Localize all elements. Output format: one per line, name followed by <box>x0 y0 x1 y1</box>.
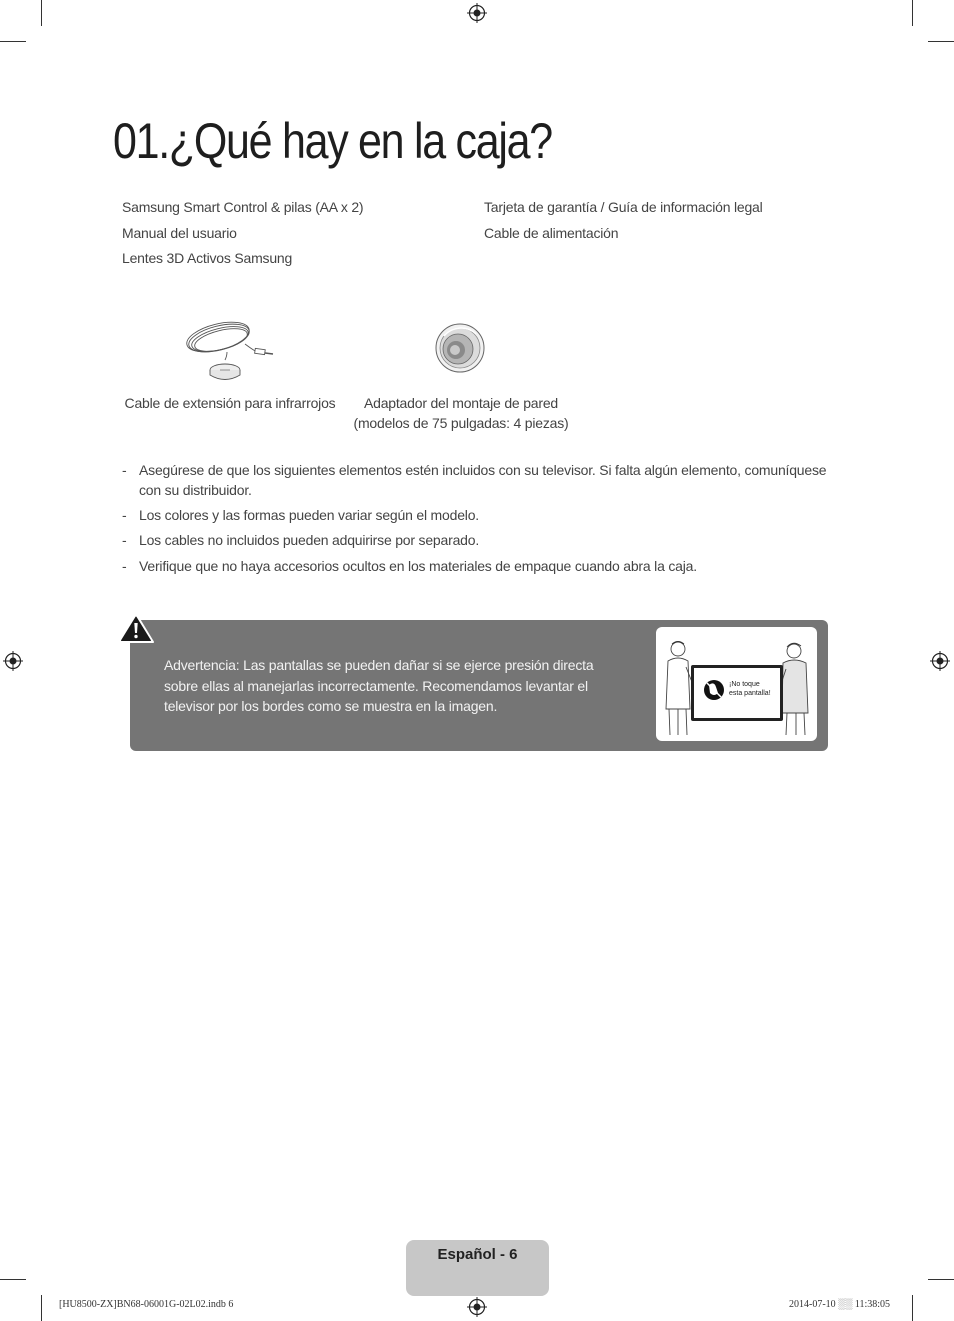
crop-mark <box>0 1279 26 1280</box>
note-text: Verifique que no haya accesorios ocultos en los materiales de empaque cuando abra la caja. <box>139 558 697 574</box>
crop-mark <box>912 0 913 26</box>
warning-triangle-icon <box>117 612 155 644</box>
note-text: Los cables no incluidos pueden adquirirse por separado. <box>139 532 480 548</box>
registration-mark-icon <box>467 1297 487 1317</box>
wall-mount-adapter-icon <box>434 322 486 374</box>
note-item <box>122 530 834 550</box>
handling-illustration <box>656 627 817 741</box>
contents-item: Lentes 3D Activos Samsung <box>122 250 293 266</box>
file-slug: [HU8500-ZX]BN68-06001G-02L02.indb 6 <box>59 1299 234 1310</box>
contents-item: Tarjeta de garantía / Guía de información legal <box>484 199 763 215</box>
illustration-label: ¡No toque <box>729 681 760 688</box>
contents-item: Samsung Smart Control & pilas (AA x 2) <box>122 199 364 215</box>
print-timestamp: 2014-07-10 ░░ 11:38:05 <box>788 1299 890 1310</box>
contents-item: Manual del usuario <box>122 225 237 241</box>
note-text: Asegúrese de que los siguientes elementos estén incluidos con su televisor. Si falta algún elemento, comuníquese con su distribuidor. <box>139 462 827 498</box>
registration-mark-icon <box>3 651 23 671</box>
registration-mark-icon <box>930 651 950 671</box>
crop-mark <box>928 41 954 42</box>
note-text: Los colores y las formas pueden variar según el modelo. <box>139 507 479 523</box>
page-title: 01.¿Qué hay en la caja? <box>113 113 552 169</box>
accessory-caption: Cable de extensión para infrarrojos <box>124 395 336 411</box>
crop-mark <box>41 1295 42 1321</box>
note-dash: - <box>122 462 127 478</box>
crop-mark <box>912 1295 913 1321</box>
note-item <box>122 460 834 500</box>
note-dash: - <box>122 532 127 548</box>
note-item <box>122 556 834 576</box>
crop-mark <box>0 41 26 42</box>
accessory-caption: Adaptador del montaje de pared <box>363 395 559 411</box>
note-item <box>122 505 834 525</box>
crop-mark <box>41 0 42 26</box>
ir-extension-cable-icon <box>183 316 277 384</box>
contents-item: Cable de alimentación <box>484 225 619 241</box>
page-number: Español - 6 <box>437 1246 518 1263</box>
warning-text: Advertencia: Las pantallas se pueden dañar si se ejerce presión directa sobre ellas al manejarlas incorrectamente. Recomendamos levantar el televisor por los bordes como se muestra en la imagen. <box>164 657 594 714</box>
registration-mark-icon <box>467 3 487 23</box>
accessory-caption: (modelos de 75 pulgadas: 4 piezas) <box>353 415 569 431</box>
illustration-label: esta pantalla! <box>729 690 771 697</box>
note-dash: - <box>122 558 127 574</box>
crop-mark <box>928 1279 954 1280</box>
note-dash: - <box>122 507 127 523</box>
